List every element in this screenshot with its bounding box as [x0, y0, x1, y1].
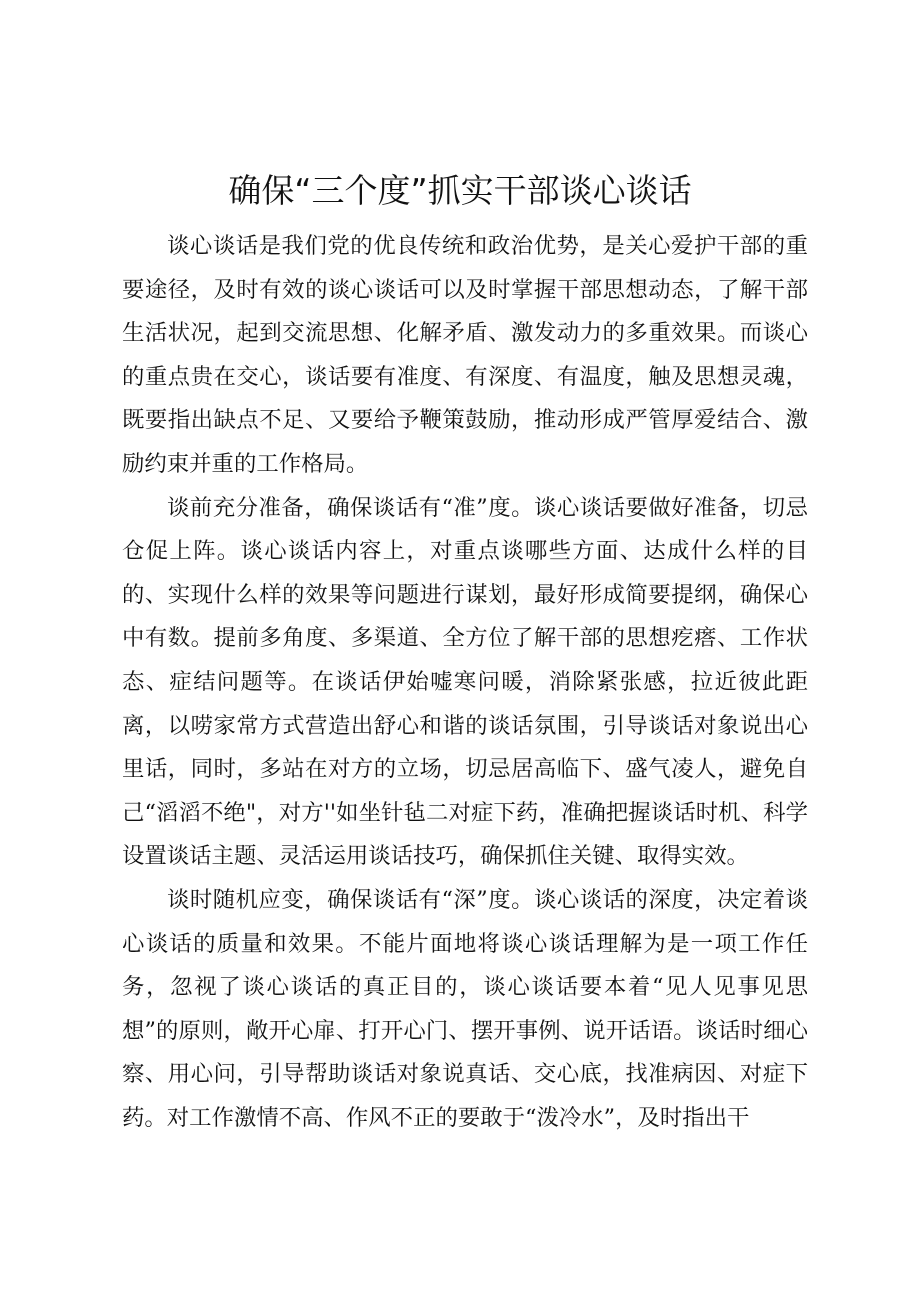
paragraph-depth: 谈时随机应变，确保谈话有“深”度。谈心谈话的深度，决定着谈心谈话的质量和效果。不能片面地将谈心谈话理解为是一项工作任务，忽视了谈心谈话的真正目的，谈心谈话要本着“见人见事见思想”的原则，敞开心扉、打开心门、摆开事例、说开话语。谈话时细心察、用心问，引导帮助谈话对象说真话、交心底，找准病因、对症下药。对工作激情不高、作风不正的要敢于“泼冷水”，及时指出干 [122, 886, 808, 1131]
paragraph-preparation: 谈前充分准备，确保谈话有“准”度。谈心谈话要做好准备，切忌仓促上阵。谈心谈话内容上，对重点谈哪些方面、达成什么样的目的、实现什么样的效果等问题进行谋划，最好形成简要提纲，确保心中有数。提前多角度、多渠道、全方位了解干部的思想疙瘩、工作状态、症结问题等。在谈话伊始嘘寒问暖，消除紧张感，拉近彼此距离，以唠家常方式营造出舒心和谐的谈话氛围，引导谈话对象说出心里话，同时，多站在对方的立场，切忌居高临下、盛气凌人，避免自己“滔滔不绝"，对方''如坐针毡二对症下药，准确把握谈话时机、科学设置谈话主题、灵活运用谈话技巧，确保抓住关键、取得实效。 [122, 494, 808, 870]
paragraph-intro: 谈心谈话是我们党的优良传统和政治优势，是关心爱护干部的重要途径，及时有效的谈心谈话可以及时掌握干部思想动态，了解干部生活状况，起到交流思想、化解矛盾、激发动力的多重效果。而谈心的重点贵在交心，谈话要有准度、有深度、有温度，触及思想灵魂，既要指出缺点不足、又要给予鞭策鼓励，推动形成严管厚爱结合、激励约束并重的工作格局。 [122, 233, 808, 477]
document-body [122, 225, 808, 1140]
document-title: 确保“三个度”抓实干部谈心谈话 [228, 171, 692, 210]
